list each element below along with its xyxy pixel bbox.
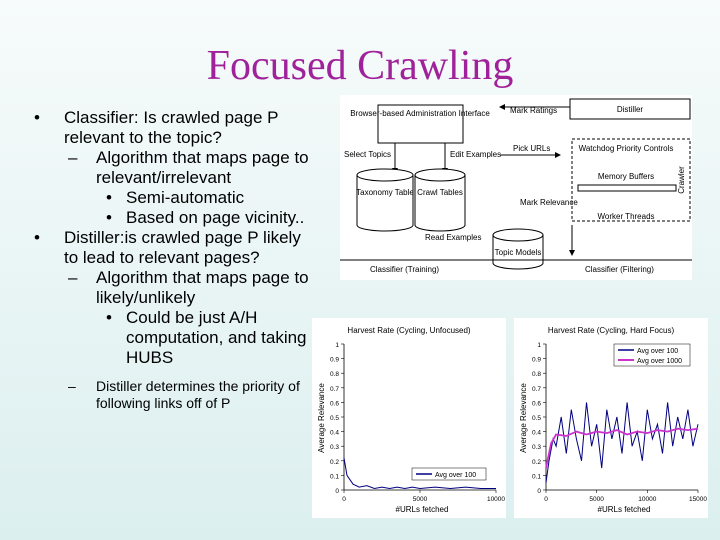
topic-models-label: Topic Models: [494, 248, 542, 257]
taxonomy-cylinder-body: [357, 175, 413, 231]
select-topics-label: Select Topics: [344, 150, 391, 159]
topic-models-cylinder-top: [493, 229, 543, 241]
y-tick-label: 0.6: [531, 400, 541, 408]
y-tick-label: 0.8: [531, 371, 541, 379]
read-examples-label: Read Examples: [425, 233, 482, 242]
crawl-label: Crawl Tables: [417, 188, 463, 197]
y-tick-label: 0.9: [531, 356, 541, 364]
memory-buffer-bar: [578, 185, 676, 191]
bullet-classifier: • Classifier: Is crawled page P relevant to the topic?: [34, 108, 279, 147]
subsub-bullet-semi: • Semi-automatic: [106, 188, 245, 207]
bullet-distiller: • Distiller:is crawled page P likely to lead to relevant pages?: [34, 228, 301, 267]
taxonomy-label: Taxonomy Table: [356, 188, 414, 197]
y-tick-label: 0.8: [329, 371, 339, 379]
watchdog-label: Watchdog Priority Controls: [578, 144, 674, 153]
sub-bullet-priority-text: Distiller determines the priority of following links off of P: [96, 378, 300, 411]
subsub-bullet-ah: • Could be just A/H computation, and taking HUBS: [106, 308, 307, 367]
sub-bullet-classifier: – Algorithm that maps page to relevant/irrelevant: [68, 148, 309, 187]
y-tick-label: 0.1: [329, 473, 339, 481]
worker-label: Worker Threads: [597, 212, 655, 221]
y-tick-label: 0.2: [531, 458, 541, 466]
subsub-bullet-vicinity-text: Based on page vicinity..: [126, 208, 305, 227]
chart-title: Harvest Rate (Cycling, Hard Focus): [547, 326, 675, 335]
x-tick-label: 5000: [412, 496, 428, 503]
taxonomy-cylinder-top: [357, 169, 413, 181]
legend-label-avg100: Avg over 100: [637, 348, 679, 355]
y-tick-label: 0.5: [531, 415, 541, 422]
edit-examples-label: Edit Examples: [450, 150, 502, 159]
y-tick-label: 0.1: [531, 473, 541, 481]
x-tick-label: 10000: [638, 496, 657, 503]
sub-bullet-distiller-text: Algorithm that maps page to likely/unlikely: [96, 268, 309, 307]
pick-urls-label: Pick URLs: [513, 144, 551, 153]
y-tick-label: 0.4: [531, 429, 541, 437]
memory-label: Memory Buffers: [597, 172, 655, 181]
distiller-label: Distiller: [616, 105, 644, 114]
x-tick-label: 5000: [589, 496, 604, 503]
y-tick-label: 0.7: [329, 385, 339, 393]
chart-unfocused: [312, 318, 506, 518]
sub-bullet-classifier-text: Algorithm that maps page to relevant/irrelevant: [96, 148, 309, 187]
sub-bullet-priority: – Distiller determines the priority of following links off of P: [68, 378, 300, 411]
bullet-distiller-text: Distiller:is crawled page P likely to lead to relevant pages?: [64, 228, 301, 267]
architecture-diagram-svg: [340, 95, 692, 280]
y-tick-label: 0: [335, 488, 339, 495]
x-tick-label: 10000: [486, 496, 506, 503]
classifier-training-label: Classifier (Training): [370, 265, 440, 274]
y-tick-label: 0.4: [329, 429, 339, 437]
mark-relevance-label: Mark Relevance: [520, 198, 578, 207]
architecture-diagram: [340, 95, 692, 280]
crawler-label: Crawler: [677, 166, 686, 194]
mark-ratings-label: Mark Ratings: [510, 106, 558, 115]
x-tick-label: 0: [342, 496, 346, 503]
chart-hard-focus-svg: [514, 318, 708, 518]
bullet-classifier-text: Classifier: Is crawled page P relevant to the topic?: [64, 108, 279, 147]
y-tick-label: 0.3: [531, 444, 541, 452]
chart-ylabel: Average Relevance: [317, 383, 326, 453]
chart-unfocused-svg: [312, 318, 506, 518]
sub-bullet-distiller: – Algorithm that maps page to likely/unlikely: [68, 268, 309, 307]
chart-hard-focus: [514, 318, 708, 518]
y-tick-label: 0.5: [329, 415, 339, 422]
crawl-cylinder-top: [415, 169, 465, 181]
y-tick-label: 0.6: [329, 400, 339, 408]
y-tick-label: 1: [335, 342, 339, 349]
browser-label: Browser-based Administration Interface: [350, 109, 490, 118]
y-tick-label: 1: [537, 342, 541, 349]
chart-title: Harvest Rate (Cycling, Unfocused): [347, 326, 471, 335]
crawl-cylinder-body: [415, 175, 465, 231]
classifier-filtering-label: Classifier (Filtering): [585, 265, 654, 274]
x-tick-label: 15000: [688, 496, 708, 503]
y-tick-label: 0.2: [329, 458, 339, 466]
subsub-bullet-vicinity: • Based on page vicinity..: [106, 208, 305, 227]
legend-label-avg100: Avg over 100: [435, 472, 477, 479]
chart-ylabel: Average Relevance: [519, 383, 528, 453]
subsub-bullet-ah-text: Could be just A/H computation, and taking HUBS: [126, 308, 307, 367]
y-tick-label: 0.9: [329, 356, 339, 364]
slide-title: Focused Crawling: [206, 43, 514, 89]
chart-xlabel: #URLs fetched: [395, 505, 449, 514]
subsub-bullet-semi-text: Semi-automatic: [126, 188, 245, 207]
x-tick-label: 0: [544, 496, 548, 503]
y-tick-label: 0: [537, 488, 541, 495]
series-line: [546, 429, 698, 468]
y-tick-label: 0.3: [329, 444, 339, 452]
series-line: [546, 402, 698, 482]
chart-xlabel: #URLs fetched: [597, 505, 651, 514]
legend-label-avg1000: Avg over 1000: [637, 358, 683, 365]
y-tick-label: 0.7: [531, 385, 541, 393]
bullet-list: [26, 108, 316, 412]
